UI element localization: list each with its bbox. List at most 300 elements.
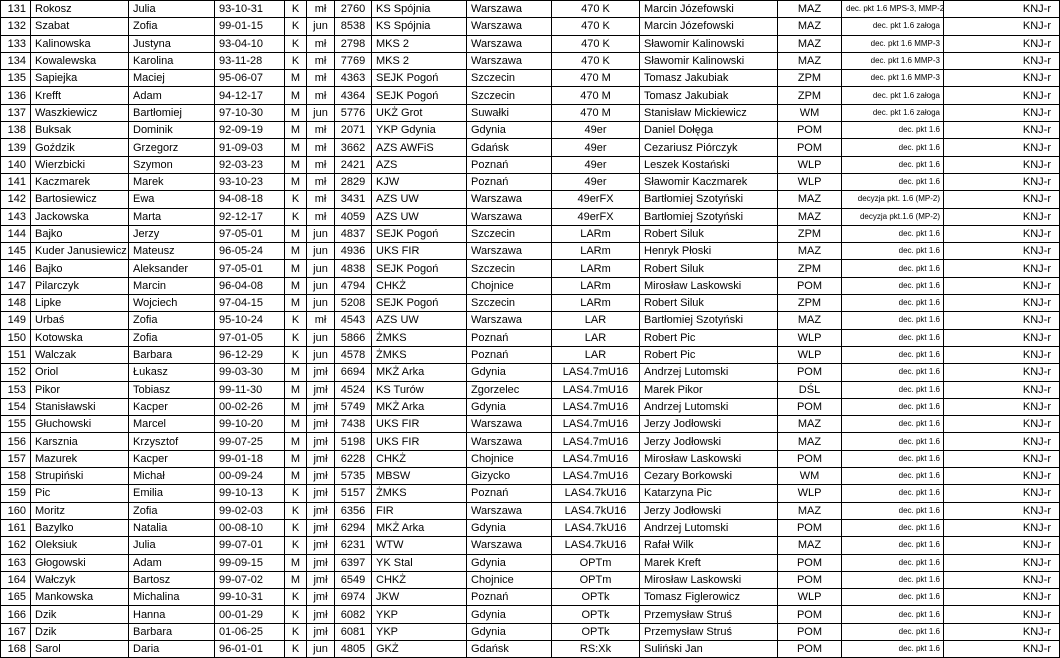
table-row	[1, 416, 1060, 433]
table-row	[1, 519, 1060, 536]
sex-cell: M	[285, 243, 307, 260]
region-cell: POM	[778, 623, 842, 640]
table-row	[1, 87, 1060, 104]
federation-cell: KNJ-r	[944, 70, 1060, 87]
region-cell: POM	[778, 139, 842, 156]
class-cell: LARm	[552, 243, 640, 260]
class-cell: 470 K	[552, 35, 640, 52]
sex-cell: M	[285, 139, 307, 156]
surname-cell: Jackowska	[31, 208, 129, 225]
club-cell: AZS AWFiS	[372, 139, 467, 156]
coach-cell: Mirosław Laskowski	[640, 571, 778, 588]
birth-date-cell: 99-07-25	[215, 433, 285, 450]
license-cell: 4837	[335, 225, 372, 242]
city-cell: Warszawa	[467, 502, 552, 519]
license-cell: 5749	[335, 398, 372, 415]
region-cell: WLP	[778, 485, 842, 502]
lp-cell: 163	[1, 554, 31, 571]
surname-cell: Mankowska	[31, 589, 129, 606]
federation-cell: KNJ-r	[944, 243, 1060, 260]
coach-cell: Mirosław Laskowski	[640, 277, 778, 294]
federation-cell: KNJ-r	[944, 122, 1060, 139]
surname-cell: Bartosiewicz	[31, 191, 129, 208]
table-row	[1, 191, 1060, 208]
first-name-cell: Barbara	[129, 346, 215, 363]
surname-cell: Stanisławski	[31, 398, 129, 415]
note-cell: dec. pkt 1.6 załoga	[842, 87, 944, 104]
birth-date-cell: 97-10-30	[215, 104, 285, 121]
category-cell: mł	[307, 87, 335, 104]
federation-cell: KNJ-r	[944, 139, 1060, 156]
category-cell: mł	[307, 208, 335, 225]
first-name-cell: Mateusz	[129, 243, 215, 260]
club-cell: CHKŻ	[372, 571, 467, 588]
surname-cell: Goździk	[31, 139, 129, 156]
first-name-cell: Daria	[129, 640, 215, 657]
surname-cell: Urbaś	[31, 312, 129, 329]
class-cell: 470 K	[552, 52, 640, 69]
coach-cell: Leszek Kostański	[640, 156, 778, 173]
sex-cell: M	[285, 381, 307, 398]
table-row	[1, 1, 1060, 18]
first-name-cell: Łukasz	[129, 364, 215, 381]
category-cell: jmł	[307, 554, 335, 571]
federation-cell: KNJ-r	[944, 260, 1060, 277]
category-cell: mł	[307, 191, 335, 208]
surname-cell: Wałczyk	[31, 571, 129, 588]
region-cell: MAZ	[778, 208, 842, 225]
coach-cell: Henryk Płoski	[640, 243, 778, 260]
region-cell: ZPM	[778, 70, 842, 87]
birth-date-cell: 92-09-19	[215, 122, 285, 139]
surname-cell: Waszkiewicz	[31, 104, 129, 121]
federation-cell: KNJ-r	[944, 433, 1060, 450]
birth-date-cell: 99-02-03	[215, 502, 285, 519]
sex-cell: M	[285, 571, 307, 588]
license-cell: 7769	[335, 52, 372, 69]
region-cell: POM	[778, 277, 842, 294]
federation-cell: KNJ-r	[944, 381, 1060, 398]
sex-cell: M	[285, 156, 307, 173]
first-name-cell: Kacper	[129, 398, 215, 415]
sex-cell: M	[285, 70, 307, 87]
category-cell: jmł	[307, 571, 335, 588]
class-cell: OPTk	[552, 589, 640, 606]
first-name-cell: Marcin	[129, 277, 215, 294]
city-cell: Warszawa	[467, 416, 552, 433]
birth-date-cell: 99-01-18	[215, 450, 285, 467]
first-name-cell: Wojciech	[129, 295, 215, 312]
club-cell: KS Spójnia	[372, 1, 467, 18]
sex-cell: K	[285, 1, 307, 18]
category-cell: mł	[307, 35, 335, 52]
city-cell: Warszawa	[467, 243, 552, 260]
city-cell: Zgorzelec	[467, 381, 552, 398]
note-cell: dec. pkt 1.6	[842, 364, 944, 381]
class-cell: 49er	[552, 173, 640, 190]
region-cell: WLP	[778, 329, 842, 346]
region-cell: POM	[778, 122, 842, 139]
federation-cell: KNJ-r	[944, 156, 1060, 173]
note-cell: dec. pkt 1.6	[842, 468, 944, 485]
federation-cell: KNJ-r	[944, 35, 1060, 52]
club-cell: FIR	[372, 502, 467, 519]
license-cell: 6294	[335, 519, 372, 536]
category-cell: jun	[307, 295, 335, 312]
sex-cell: K	[285, 346, 307, 363]
table-row	[1, 537, 1060, 554]
federation-cell: KNJ-r	[944, 18, 1060, 35]
first-name-cell: Adam	[129, 554, 215, 571]
lp-cell: 159	[1, 485, 31, 502]
class-cell: RS:Xk	[552, 640, 640, 657]
sex-cell: K	[285, 537, 307, 554]
region-cell: POM	[778, 606, 842, 623]
class-cell: LAS4.7mU16	[552, 398, 640, 415]
category-cell: jun	[307, 104, 335, 121]
region-cell: POM	[778, 398, 842, 415]
license-cell: 4936	[335, 243, 372, 260]
category-cell: mł	[307, 52, 335, 69]
class-cell: 49er	[552, 139, 640, 156]
surname-cell: Bazylko	[31, 519, 129, 536]
lp-cell: 142	[1, 191, 31, 208]
birth-date-cell: 99-03-30	[215, 364, 285, 381]
note-cell: dec. pkt 1.6	[842, 260, 944, 277]
coach-cell: Marek Pikor	[640, 381, 778, 398]
category-cell: jun	[307, 277, 335, 294]
coach-cell: Marcin Józefowski	[640, 18, 778, 35]
category-cell: jmł	[307, 623, 335, 640]
lp-cell: 158	[1, 468, 31, 485]
federation-cell: KNJ-r	[944, 329, 1060, 346]
club-cell: KS Turów	[372, 381, 467, 398]
city-cell: Warszawa	[467, 208, 552, 225]
birth-date-cell: 97-04-15	[215, 295, 285, 312]
city-cell: Gdynia	[467, 606, 552, 623]
region-cell: MAZ	[778, 416, 842, 433]
club-cell: AZS UW	[372, 312, 467, 329]
region-cell: POM	[778, 519, 842, 536]
lp-cell: 143	[1, 208, 31, 225]
city-cell: Gdynia	[467, 398, 552, 415]
category-cell: jun	[307, 329, 335, 346]
surname-cell: Bajko	[31, 260, 129, 277]
note-cell: dec. pkt 1.6	[842, 139, 944, 156]
first-name-cell: Zofia	[129, 502, 215, 519]
region-cell: DŚL	[778, 381, 842, 398]
license-cell: 6228	[335, 450, 372, 467]
note-cell: dec. pkt 1.6	[842, 398, 944, 415]
region-cell: POM	[778, 554, 842, 571]
license-cell: 4364	[335, 87, 372, 104]
region-cell: MAZ	[778, 312, 842, 329]
surname-cell: Dzik	[31, 623, 129, 640]
table-row	[1, 433, 1060, 450]
table-row	[1, 468, 1060, 485]
surname-cell: Kaczmarek	[31, 173, 129, 190]
first-name-cell: Zofia	[129, 329, 215, 346]
table-row	[1, 52, 1060, 69]
license-cell: 5776	[335, 104, 372, 121]
coach-cell: Tomasz Jakubiak	[640, 70, 778, 87]
club-cell: WTW	[372, 537, 467, 554]
sex-cell: K	[285, 191, 307, 208]
first-name-cell: Zofia	[129, 312, 215, 329]
class-cell: LAS4.7kU16	[552, 519, 640, 536]
first-name-cell: Dominik	[129, 122, 215, 139]
lp-cell: 139	[1, 139, 31, 156]
note-cell: dec. pkt 1.6	[842, 554, 944, 571]
table-row	[1, 398, 1060, 415]
table-row	[1, 606, 1060, 623]
region-cell: MAZ	[778, 433, 842, 450]
note-cell: dec. pkt 1.6	[842, 537, 944, 554]
note-cell: dec. pkt 1.6 załoga	[842, 18, 944, 35]
surname-cell: Kalinowska	[31, 35, 129, 52]
federation-cell: KNJ-r	[944, 191, 1060, 208]
class-cell: 470 M	[552, 104, 640, 121]
city-cell: Gdynia	[467, 519, 552, 536]
first-name-cell: Jerzy	[129, 225, 215, 242]
lp-cell: 168	[1, 640, 31, 657]
federation-cell: KNJ-r	[944, 554, 1060, 571]
birth-date-cell: 96-12-29	[215, 346, 285, 363]
category-cell: mł	[307, 156, 335, 173]
coach-cell: Katarzyna Pic	[640, 485, 778, 502]
table-row	[1, 450, 1060, 467]
lp-cell: 146	[1, 260, 31, 277]
region-cell: POM	[778, 450, 842, 467]
city-cell: Szczecin	[467, 87, 552, 104]
category-cell: jun	[307, 18, 335, 35]
sex-cell: K	[285, 312, 307, 329]
class-cell: LARm	[552, 260, 640, 277]
birth-date-cell: 00-08-10	[215, 519, 285, 536]
table-row	[1, 381, 1060, 398]
region-cell: MAZ	[778, 18, 842, 35]
sex-cell: K	[285, 640, 307, 657]
region-cell: ZPM	[778, 87, 842, 104]
city-cell: Szczecin	[467, 225, 552, 242]
birth-date-cell: 94-12-17	[215, 87, 285, 104]
city-cell: Gdynia	[467, 623, 552, 640]
federation-cell: KNJ-r	[944, 173, 1060, 190]
table-row	[1, 35, 1060, 52]
coach-cell: Daniel Dołęga	[640, 122, 778, 139]
category-cell: jun	[307, 346, 335, 363]
category-cell: jmł	[307, 502, 335, 519]
first-name-cell: Emilia	[129, 485, 215, 502]
class-cell: 470 M	[552, 70, 640, 87]
region-cell: ZPM	[778, 260, 842, 277]
class-cell: LAS4.7mU16	[552, 381, 640, 398]
license-cell: 5208	[335, 295, 372, 312]
surname-cell: Oriol	[31, 364, 129, 381]
note-cell: dec. pkt 1.6	[842, 346, 944, 363]
class-cell: LARm	[552, 277, 640, 294]
class-cell: OPTk	[552, 606, 640, 623]
category-cell: jun	[307, 640, 335, 657]
city-cell: Gizycko	[467, 468, 552, 485]
birth-date-cell: 01-06-25	[215, 623, 285, 640]
category-cell: mł	[307, 173, 335, 190]
region-cell: MAZ	[778, 1, 842, 18]
class-cell: LAR	[552, 312, 640, 329]
first-name-cell: Grzegorz	[129, 139, 215, 156]
sex-cell: M	[285, 450, 307, 467]
license-cell: 4524	[335, 381, 372, 398]
class-cell: LAS4.7kU16	[552, 485, 640, 502]
lp-cell: 144	[1, 225, 31, 242]
coach-cell: Sławomir Kalinowski	[640, 35, 778, 52]
license-cell: 6549	[335, 571, 372, 588]
sex-cell: M	[285, 104, 307, 121]
surname-cell: Karsznia	[31, 433, 129, 450]
note-cell: dec. pkt 1.6	[842, 450, 944, 467]
note-cell: dec. pkt 1.6	[842, 173, 944, 190]
region-cell: ZPM	[778, 295, 842, 312]
city-cell: Warszawa	[467, 191, 552, 208]
class-cell: LAS4.7mU16	[552, 468, 640, 485]
note-cell: dec. pkt 1.6	[842, 329, 944, 346]
table-row	[1, 554, 1060, 571]
club-cell: MKŻ Arka	[372, 364, 467, 381]
license-cell: 6081	[335, 623, 372, 640]
federation-cell: KNJ-r	[944, 606, 1060, 623]
club-cell: MKŻ Arka	[372, 398, 467, 415]
city-cell: Szczecin	[467, 295, 552, 312]
lp-cell: 136	[1, 87, 31, 104]
lp-cell: 153	[1, 381, 31, 398]
note-cell: decyzja pkt. 1.6 (MP-2)	[842, 191, 944, 208]
class-cell: OPTk	[552, 623, 640, 640]
lp-cell: 150	[1, 329, 31, 346]
table-row	[1, 502, 1060, 519]
birth-date-cell: 00-02-26	[215, 398, 285, 415]
first-name-cell: Michalina	[129, 589, 215, 606]
surname-cell: Bajko	[31, 225, 129, 242]
first-name-cell: Adam	[129, 87, 215, 104]
coach-cell: Jerzy Jodłowski	[640, 416, 778, 433]
license-cell: 8538	[335, 18, 372, 35]
license-cell: 4059	[335, 208, 372, 225]
federation-cell: KNJ-r	[944, 519, 1060, 536]
note-cell: dec. pkt 1.6 załoga	[842, 104, 944, 121]
lp-cell: 148	[1, 295, 31, 312]
region-cell: WLP	[778, 156, 842, 173]
sex-cell: K	[285, 502, 307, 519]
club-cell: AZS UW	[372, 191, 467, 208]
coach-cell: Andrzej Lutomski	[640, 398, 778, 415]
federation-cell: KNJ-r	[944, 468, 1060, 485]
table-row	[1, 364, 1060, 381]
lp-cell: 135	[1, 70, 31, 87]
class-cell: LAR	[552, 346, 640, 363]
class-cell: 49er	[552, 122, 640, 139]
birth-date-cell: 99-07-01	[215, 537, 285, 554]
note-cell: decyzja pkt.1.6 (MP-2)	[842, 208, 944, 225]
license-cell: 5735	[335, 468, 372, 485]
federation-cell: KNJ-r	[944, 502, 1060, 519]
birth-date-cell: 94-08-18	[215, 191, 285, 208]
first-name-cell: Zofia	[129, 18, 215, 35]
class-cell: OPTm	[552, 571, 640, 588]
city-cell: Szczecin	[467, 260, 552, 277]
city-cell: Warszawa	[467, 433, 552, 450]
surname-cell: Oleksiuk	[31, 537, 129, 554]
license-cell: 4578	[335, 346, 372, 363]
table-row	[1, 139, 1060, 156]
table-row	[1, 295, 1060, 312]
note-cell: dec. pkt 1.6 MMP-3	[842, 70, 944, 87]
lp-cell: 140	[1, 156, 31, 173]
region-cell: MAZ	[778, 502, 842, 519]
lp-cell: 162	[1, 537, 31, 554]
club-cell: YKP Gdynia	[372, 122, 467, 139]
federation-cell: KNJ-r	[944, 52, 1060, 69]
sex-cell: M	[285, 277, 307, 294]
club-cell: CHKŻ	[372, 450, 467, 467]
note-cell: dec. pkt 1.6 MMP-3	[842, 35, 944, 52]
note-cell: dec. pkt 1.6	[842, 156, 944, 173]
table-row	[1, 640, 1060, 657]
license-cell: 2071	[335, 122, 372, 139]
club-cell: YKP	[372, 606, 467, 623]
license-cell: 7438	[335, 416, 372, 433]
coach-cell: Marek Kreft	[640, 554, 778, 571]
note-cell: dec. pkt 1.6 MMP-3	[842, 52, 944, 69]
license-cell: 2798	[335, 35, 372, 52]
lp-cell: 132	[1, 18, 31, 35]
birth-date-cell: 97-01-05	[215, 329, 285, 346]
club-cell: YKP	[372, 623, 467, 640]
sex-cell: K	[285, 519, 307, 536]
sex-cell: M	[285, 416, 307, 433]
birth-date-cell: 93-10-31	[215, 1, 285, 18]
first-name-cell: Natalia	[129, 519, 215, 536]
license-cell: 3662	[335, 139, 372, 156]
federation-cell: KNJ-r	[944, 277, 1060, 294]
lp-cell: 160	[1, 502, 31, 519]
note-cell: dec. pkt 1.6	[842, 381, 944, 398]
surname-cell: Strupiński	[31, 468, 129, 485]
region-cell: MAZ	[778, 243, 842, 260]
club-cell: AZS UW	[372, 208, 467, 225]
table-row	[1, 260, 1060, 277]
city-cell: Warszawa	[467, 35, 552, 52]
sex-cell: K	[285, 35, 307, 52]
first-name-cell: Maciej	[129, 70, 215, 87]
region-cell: MAZ	[778, 52, 842, 69]
class-cell: 470 K	[552, 1, 640, 18]
lp-cell: 156	[1, 433, 31, 450]
federation-cell: KNJ-r	[944, 571, 1060, 588]
surname-cell: Sapiejka	[31, 70, 129, 87]
surname-cell: Dzik	[31, 606, 129, 623]
surname-cell: Szabat	[31, 18, 129, 35]
class-cell: LARm	[552, 225, 640, 242]
birth-date-cell: 92-03-23	[215, 156, 285, 173]
note-cell: dec. pkt 1.6	[842, 295, 944, 312]
first-name-cell: Kacper	[129, 450, 215, 467]
note-cell: dec. pkt 1.6	[842, 571, 944, 588]
federation-cell: KNJ-r	[944, 450, 1060, 467]
club-cell: UKS FIR	[372, 433, 467, 450]
sex-cell: M	[285, 87, 307, 104]
category-cell: jun	[307, 243, 335, 260]
region-cell: WLP	[778, 346, 842, 363]
